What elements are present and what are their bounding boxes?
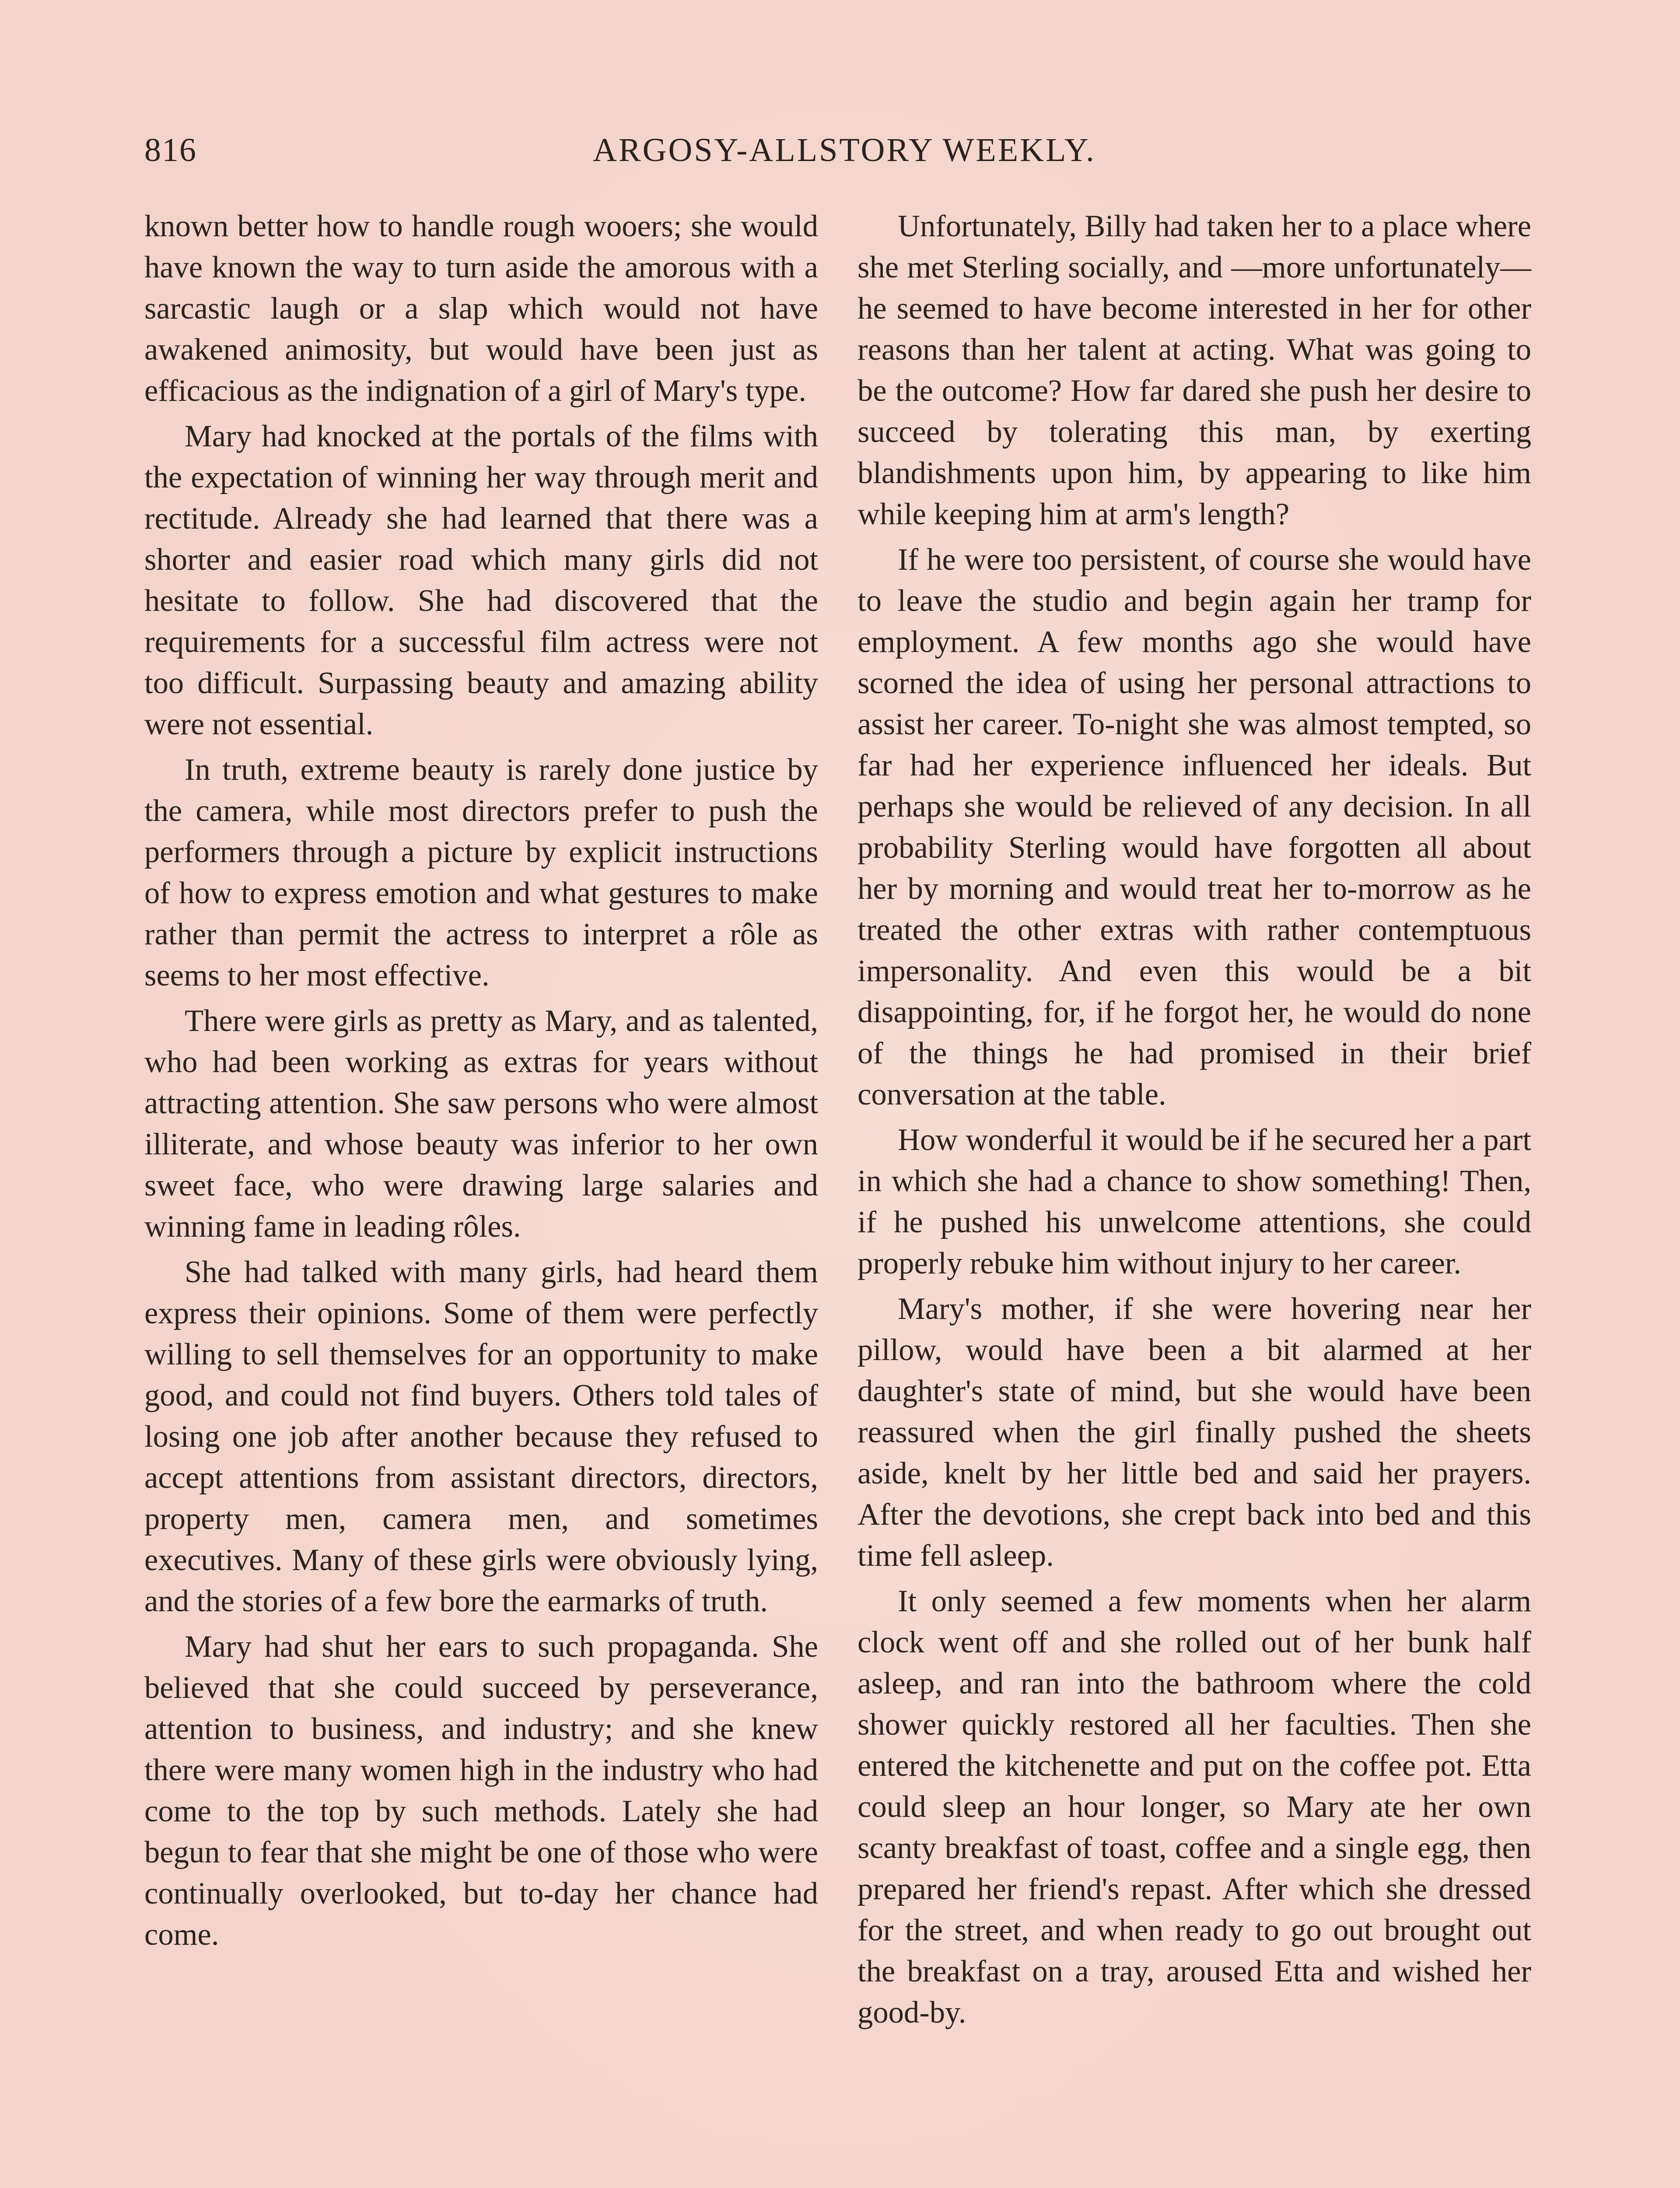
paragraph: Mary had shut her ears to such propaganda. She believed that she could succeed by perseverance, attention to business, and industry; and she knew there were many women high in the industry who had come to the top by such methods. Lately she had begun to fear that she might be one of those who were continually overlooked, but to-day her chance had come. [144, 1630, 818, 1952]
page-header [144, 131, 1544, 179]
paragraph: She had talked with many girls, had heard them express their opinions. Some of them were perfectly willing to sell themselves for an opportunity to make good, and could not find buyers. Others told tales of losing one job after another because they refused to accept attentions from assistant directors, directors, property men, camera men, and sometimes executives. Many of these girls were obviously lying, and the stories of a few bore the earmarks of truth. [144, 1255, 818, 1618]
paragraph: Unfortunately, Billy had taken her to a place where she met Sterling socially, and —more unfortunately—he seemed to have become interested in her for other reasons than her talent at acting. What was going to be the outcome? How far dared she push her desire to succeed by tolerating this man, by exerting blandishments upon him, by appearing to like him while keeping him at arm's length? [858, 209, 1531, 531]
left-column [144, 206, 818, 1955]
paragraph: There were girls as pretty as Mary, and as talented, who had been working as extras for years without attracting attention. She saw persons who were almost illiterate, and whose beauty was inferior to her own sweet face, who were drawing large salaries and winning fame in leading rôles. [144, 1004, 818, 1244]
paragraph: In truth, extreme beauty is rarely done justice by the camera, while most directors prefer to push the performers through a picture by explicit instructions of how to express emotion and what gestures to make rather than permit the actress to interpret a rôle as seems to her most effective. [144, 753, 818, 992]
paragraph: Mary had knocked at the portals of the films with the expectation of winning her way through merit and rectitude. Already she had learned that there was a shorter and easier road which many girls did not hesitate to follow. She had discovered that the requirements for a successful film actress were not too difficult. Surpassing beauty and amazing ability were not essential. [144, 419, 818, 741]
paragraph: known better how to handle rough wooers; she would have known the way to turn aside the amorous with a sarcastic laugh or a slap which would not have awakened animosity, but would have been just as efficacious as the indignation of a girl of Mary's type. [144, 209, 818, 408]
paragraph: How wonderful it would be if he secured her a part in which she had a chance to show something! Then, if he pushed his unwelcome attentions, she could properly rebuke him without injury to her career. [858, 1123, 1531, 1280]
paragraph: Mary's mother, if she were hovering near her pillow, would have been a bit alarmed at her daughter's state of mind, but she would have been reassured when the girl finally pushed the sheets aside, knelt by her little bed and said her prayers. After the devotions, she crept back into bed and this time fell asleep. [858, 1292, 1531, 1573]
paragraph: It only seemed a few moments when her alarm clock went off and she rolled out of her bunk half asleep, and ran into the bathroom where the cold shower quickly restored all her faculties. Then she entered the kitchenette and put on the coffee pot. Etta could sleep an hour longer, so Mary ate her own scanty breakfast of toast, coffee and a single egg, then prepared her friend's repast. After which she dressed for the street, and when ready to go out brought out the breakfast on a tray, aroused Etta and wished her good-by. [858, 1584, 1531, 2030]
page-number: 816 [144, 132, 197, 168]
right-column [858, 206, 1531, 2033]
running-head: ARGOSY-ALLSTORY WEEKLY. [593, 132, 1096, 168]
paragraph: If he were too persistent, of course she would have to leave the studio and begin again her tramp for employment. A few months ago she would have scorned the idea of using her personal attractions to assist her career. To-night she was almost tempted, so far had her experience influenced her ideals. But perhaps she would be relieved of any decision. In all probability Sterling would have forgotten all about her by morning and would treat her to-morrow as he treated the other extras with rather contemptuous impersonality. And even this would be a bit disappointing, for, if he forgot her, he would do none of the things he had promised in their brief conversation at the table. [858, 543, 1531, 1112]
